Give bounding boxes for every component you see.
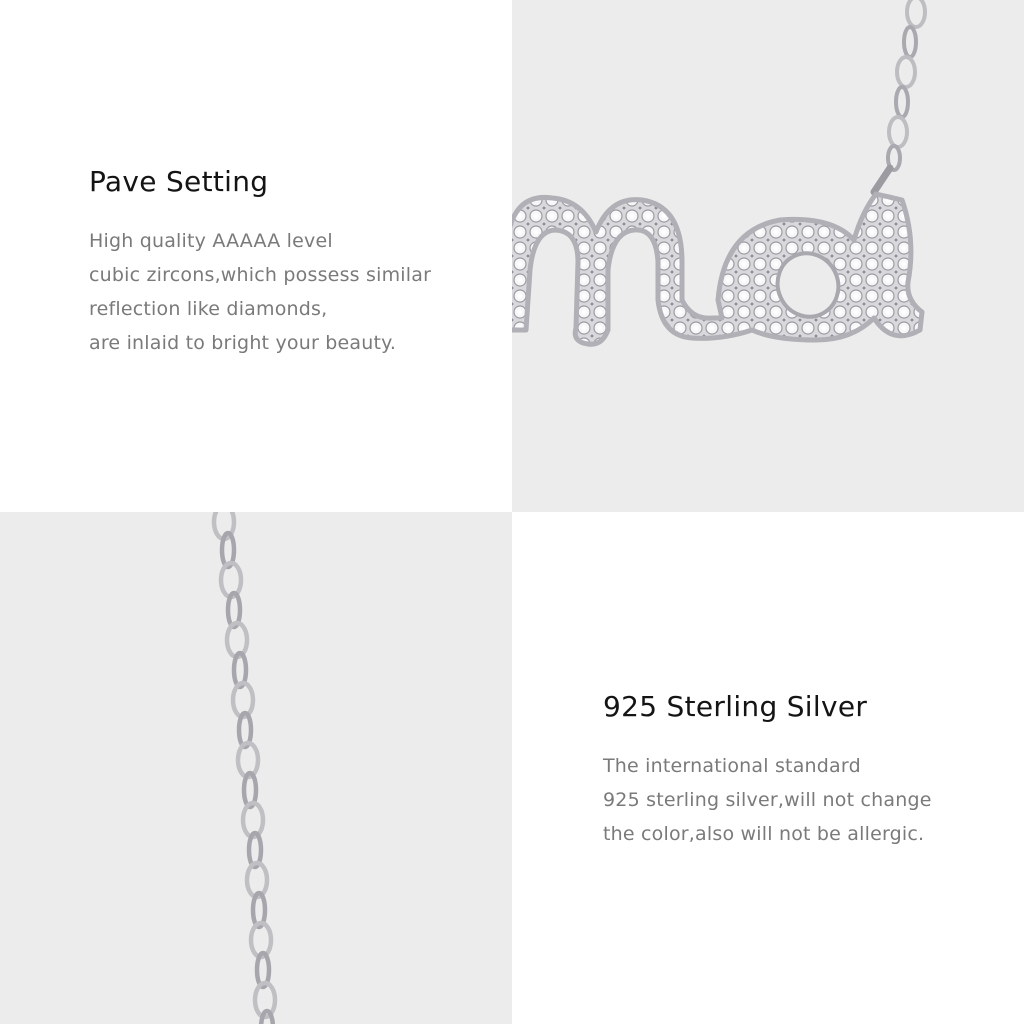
pave-setting-feature <box>89 165 432 360</box>
chain-image-panel <box>0 512 512 1024</box>
pendant-image <box>512 0 1024 512</box>
bail-icon <box>874 168 890 192</box>
pendant-letters-icon <box>512 194 922 344</box>
chain-icon <box>214 512 275 1024</box>
description-line: reflection like diamonds, <box>89 298 328 320</box>
feature-description <box>603 749 932 851</box>
feature-title: 925 Sterling Silver <box>603 690 868 723</box>
pave-setting-panel <box>0 0 512 512</box>
chain-icon <box>888 0 925 170</box>
feature-title: Pave Setting <box>89 165 269 198</box>
description-line: The international standard <box>603 755 861 777</box>
description-line: are inlaid to bright your beauty. <box>89 332 397 354</box>
description-line: the color,also will not be allergic. <box>603 823 925 845</box>
pendant-image-panel <box>512 0 1024 512</box>
description-line: 925 sterling silver,will not change <box>603 789 932 811</box>
sterling-silver-panel <box>512 512 1024 1024</box>
description-line: cubic zircons,which possess similar <box>89 264 432 286</box>
feature-description <box>89 224 431 360</box>
chain-image <box>0 512 512 1024</box>
sterling-silver-feature <box>603 690 932 851</box>
description-line: High quality AAAAA level <box>89 230 333 252</box>
